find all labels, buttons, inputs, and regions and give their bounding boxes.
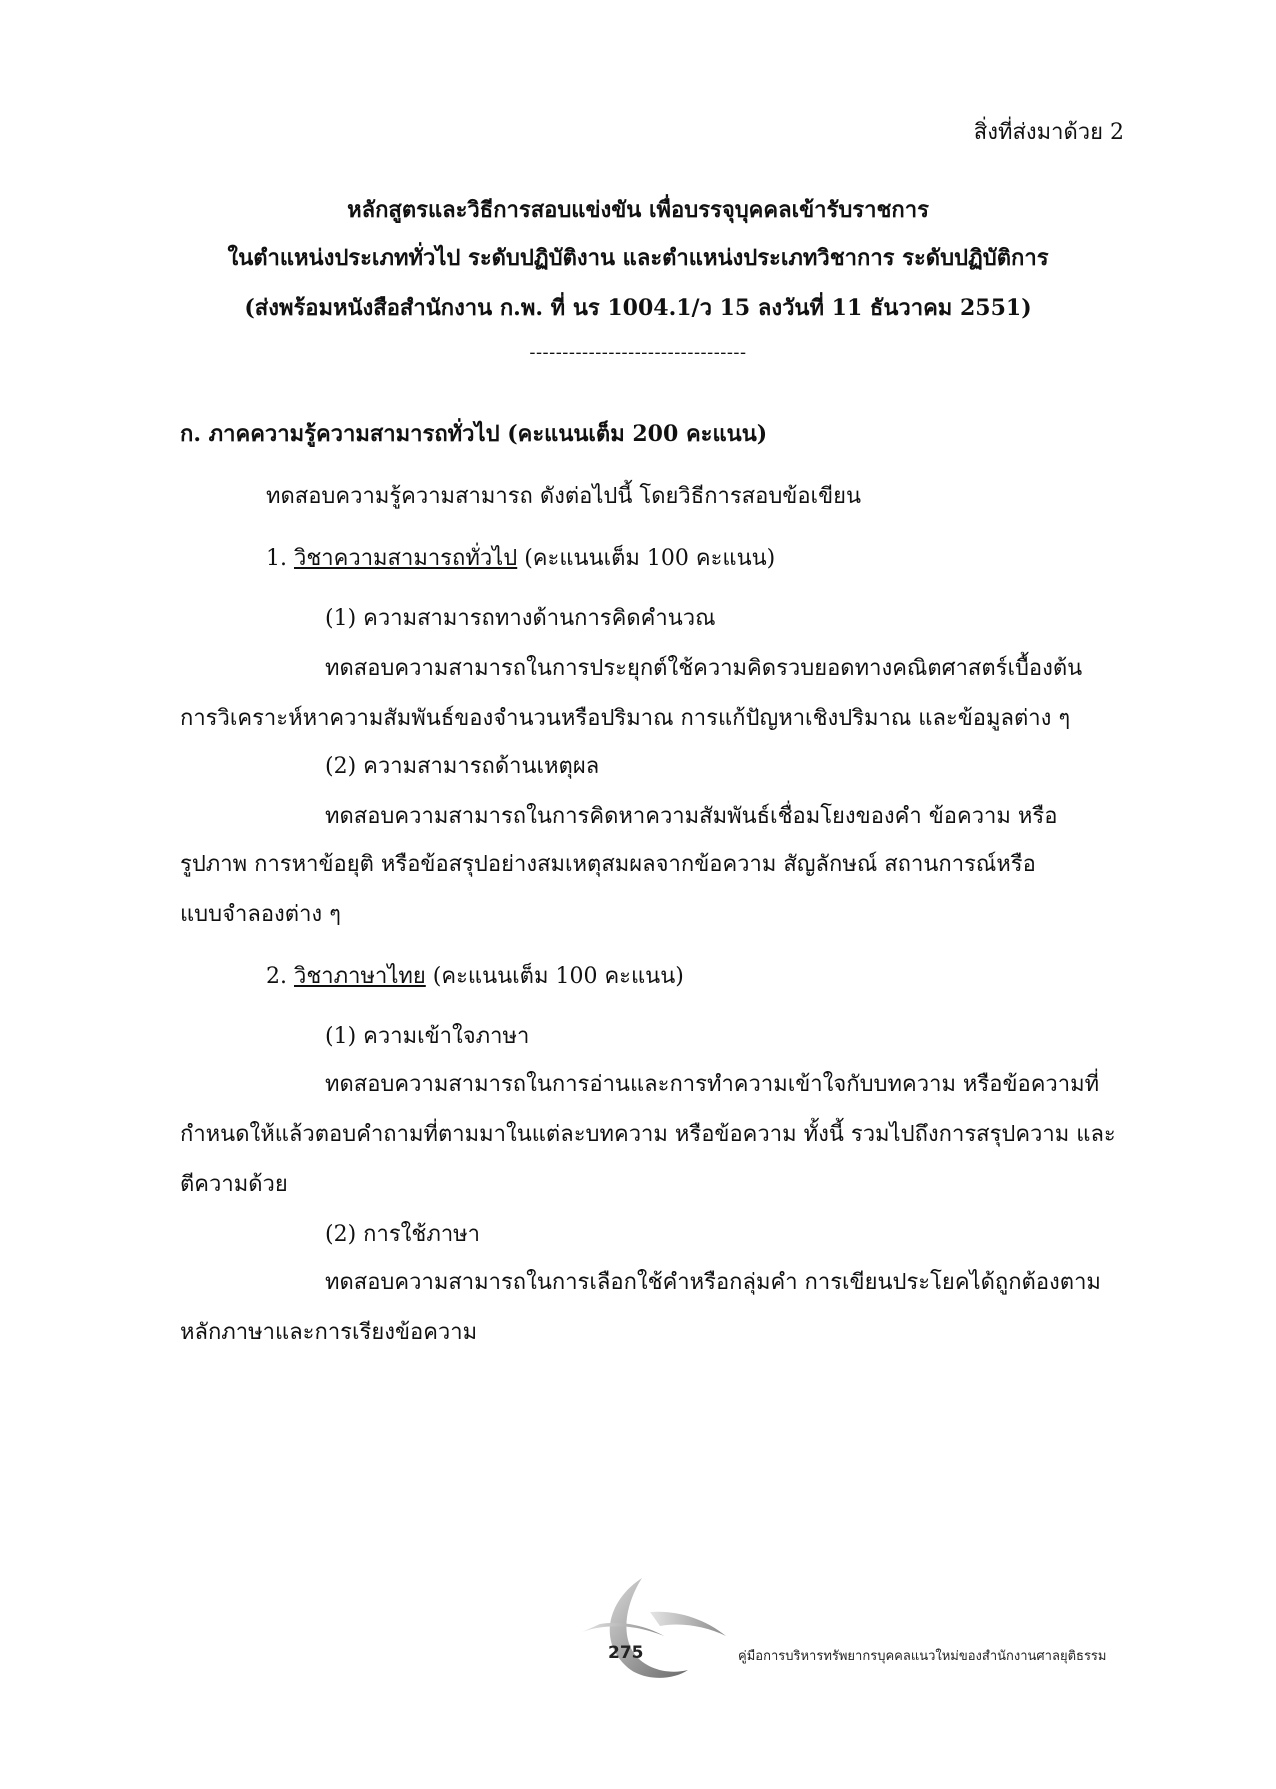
document-title-line-2: ในตำแหน่งประเภททั่วไป ระดับปฏิบัติงาน และตำแหน่งประเภทวิชาการ ระดับปฏิบัติการ [227, 245, 1049, 271]
subject-2-score: (คะแนนเต็ม 100 คะแนน) [425, 964, 684, 989]
document-title-line-3: (ส่งพร้อมหนังสือสำนักงาน ก.พ. ที่ นร 1004.1/ว 15 ลงวันที่ 11 ธันวาคม 2551) [244, 295, 1032, 321]
subject-1-item-2-line-3: แบบจำลองต่าง ๆ [180, 902, 341, 927]
subject-2-item-1-title: (1) ความเข้าใจภาษา [325, 1024, 530, 1049]
subject-1-heading [266, 540, 775, 575]
section-a-heading: ก. ภาคความรู้ความสามารถทั่วไป (คะแนนเต็ม 200 คะแนน) [180, 421, 768, 447]
page-number: 275 [608, 1643, 644, 1663]
subject-2-item-2-line-2: หลักภาษาและการเรียงข้อความ [180, 1320, 478, 1345]
document-title-line-1: หลักสูตรและวิธีการสอบแข่งขัน เพื่อบรรจุบุคคลเข้ารับราชการ [347, 197, 929, 223]
section-a-intro: ทดสอบความรู้ความสามารถ ดังต่อไปนี้ โดยวิธีการสอบข้อเขียน [266, 484, 862, 509]
subject-1-item-1-line-1: ทดสอบความสามารถในการประยุกต์ใช้ความคิดรวบยอดทางคณิตศาสตร์เบื้องต้น [325, 656, 1083, 681]
subject-2-number: 2. [266, 964, 294, 989]
subject-1-title: วิชาความสามารถทั่วไป [293, 546, 518, 571]
subject-1-item-1-line-2: การวิเคราะห์หาความสัมพันธ์ของจำนวนหรือปริมาณ การแก้ปัญหาเชิงปริมาณ และข้อมูลต่าง ๆ [180, 706, 1071, 731]
subject-2-item-2-line-1: ทดสอบความสามารถในการเลือกใช้คำหรือกลุ่มคำ การเขียนประโยคได้ถูกต้องตาม [325, 1270, 1101, 1295]
subject-1-item-2-title: (2) ความสามารถด้านเหตุผล [325, 754, 600, 779]
subject-2-title: วิชาภาษาไทย [293, 964, 426, 989]
subject-1-item-2-line-1: ทดสอบความสามารถในการคิดหาความสัมพันธ์เชื่อมโยงของคำ ข้อความ หรือ [325, 804, 1058, 829]
subject-2-heading [266, 958, 684, 993]
subject-2-item-1-line-2: กำหนดให้แล้วตอบคำถามที่ตามมาในแต่ละบทความ หรือข้อความ ทั้งนี้ รวมไปถึงการสรุปความ และ [180, 1122, 1116, 1147]
subject-1-number: 1. [266, 546, 294, 571]
title-divider: --------------------------------- [529, 342, 747, 363]
subject-2-item-2-title: (2) การใช้ภาษา [325, 1222, 481, 1247]
subject-1-item-1-title: (1) ความสามารถทางด้านการคิดคำนวณ [325, 606, 716, 631]
subject-2-item-1-line-1: ทดสอบความสามารถในการอ่านและการทำความเข้าใจกับบทความ หรือข้อความที่ [325, 1072, 1100, 1097]
subject-1-item-2-line-2: รูปภาพ การหาข้อยุติ หรือข้อสรุปอย่างสมเหตุสมผลจากข้อความ สัญลักษณ์ สถานการณ์หรือ [180, 852, 1036, 877]
attachment-note: สิ่งที่ส่งมาด้วย 2 [973, 120, 1124, 145]
subject-1-score: (คะแนนเต็ม 100 คะแนน) [517, 546, 776, 571]
subject-2-item-1-line-3: ตีความด้วย [180, 1172, 288, 1197]
footer-text: คู่มือการบริหารทรัพยากรบุคคลแนวใหม่ของสำนักงานศาลยุติธรรม [738, 1649, 1107, 1664]
swoosh-logo-icon [580, 1570, 730, 1690]
